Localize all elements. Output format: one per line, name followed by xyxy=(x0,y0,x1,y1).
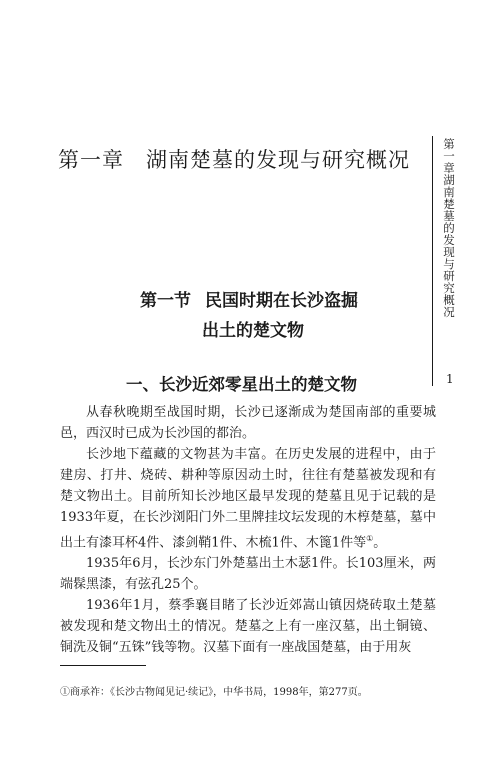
page-number: 1 xyxy=(446,372,454,386)
paragraph: 1936年1月，蔡季襄目睹了长沙近郊嵩山镇因烧砖取土楚墓被发现和楚文物出土的情况。楚墓之上有一座汉墓，出土铜镜、铜洗及铜“五铢”钱等物。汉墓下面有一座战国楚墓，由于用灰 xyxy=(60,598,436,656)
paragraph: 长沙地下蕴藏的文物甚为丰富。在历史发展的进程中，由于建房、打井、烧砖、耕种等原因动土时，往往有楚墓被发现和有楚文物出土。目前所知长沙地区最早发现的楚墓且见于记载的是1933年夏，在长沙浏阳门外二里牌挂坟坛发现的木椁楚墓，墓中出土有漆耳杯4件、漆剑鞘1件、木梳1件、木篦1件等①。 xyxy=(60,447,436,551)
chapter-title-text: 湖南楚墓的发现与研究概况 xyxy=(146,148,410,172)
body-text xyxy=(60,402,436,658)
footnote-reference[interactable]: ① xyxy=(366,534,374,543)
paragraph: 从春秋晚期至战国时期，长沙已逐渐成为楚国南部的重要城邑，西汉时已成为长沙国的都治。 xyxy=(60,405,436,441)
section-title-line2: 出土的楚文物 xyxy=(202,321,304,341)
paragraph: 1935年6月，长沙东门外楚墓出土木瑟1件。长103厘米，两端髹黑漆，有弦孔25个。 xyxy=(60,556,436,593)
footnote: ①商承祚：《长沙古物闻见记·续记》，中华书局，1998年，第277页。 xyxy=(60,687,368,698)
side-tab-chapter-number: 第一章 xyxy=(442,138,456,174)
chapter-title xyxy=(58,144,410,174)
section-title-line1 xyxy=(0,286,498,311)
paragraph-text: 长沙地下蕴藏的文物甚为丰富。在历史发展的进程中，由于建房、打井、烧砖、耕种等原因动土时，往往有楚墓被发现和有楚文物出土。目前所知长沙地区最早发现的楚墓且见于记载的是1933年夏，在长沙浏阳门外二里牌挂坟坛发现的木椁楚墓，墓中出土有漆耳杯4件、漆剑鞘1件、木梳1件、木篦1件等 xyxy=(60,447,436,551)
subsection-title: 一、长沙近郊零星出土的楚文物 xyxy=(126,375,357,394)
chapter-number: 第一章 xyxy=(58,148,124,172)
footnote-divider xyxy=(60,665,146,666)
section-title-text: 民国时期在长沙盗掘 xyxy=(205,291,358,311)
section-number: 第一节 xyxy=(140,291,191,311)
side-tab-rule xyxy=(432,136,433,386)
side-tab-title: 湖南楚墓的发现与研究概况 xyxy=(442,174,456,318)
